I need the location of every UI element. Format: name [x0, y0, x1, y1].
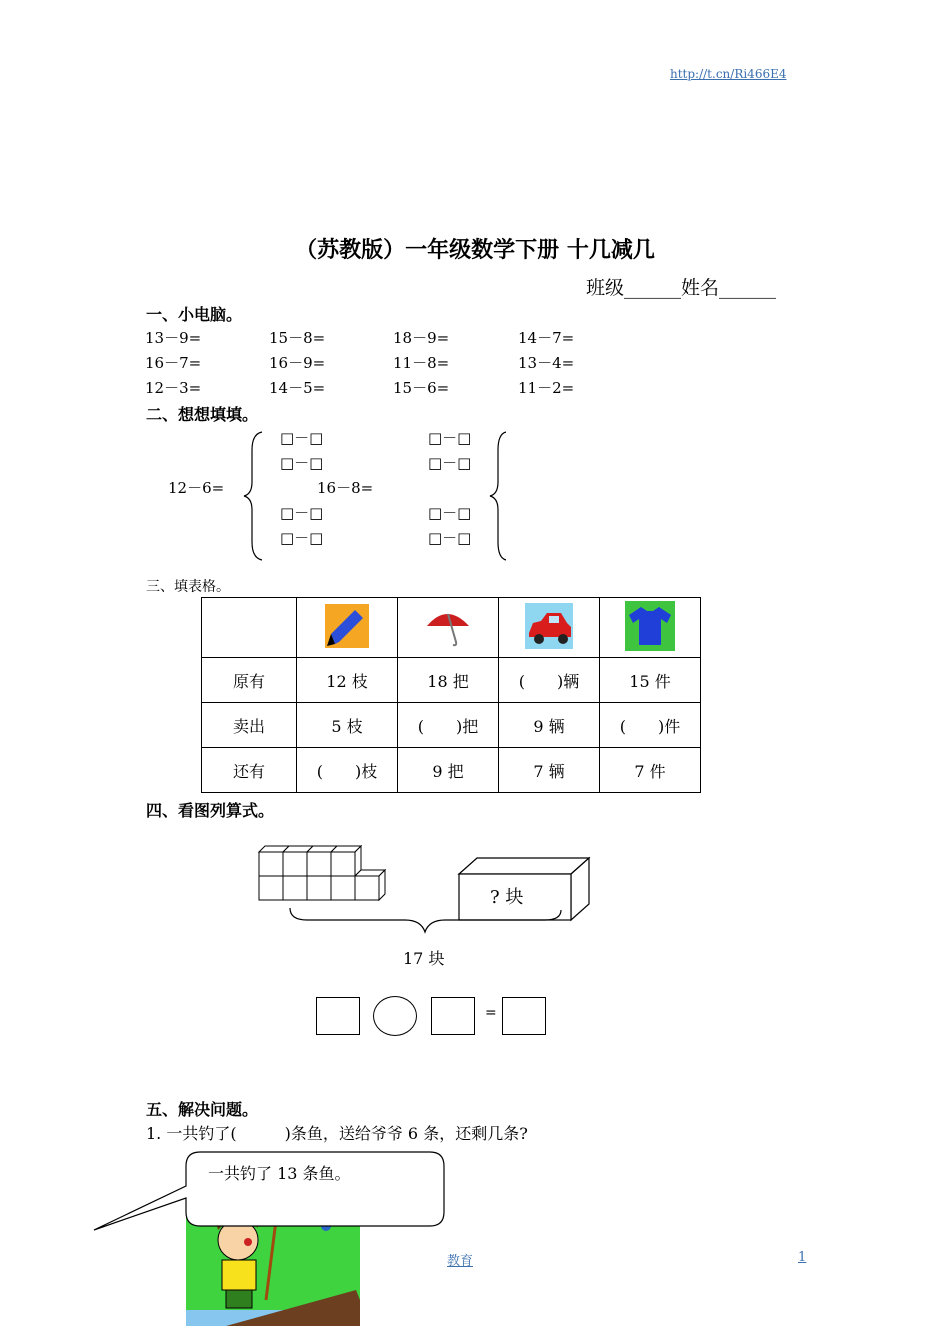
question-1: 1. 一共钓了( )条鱼，送给爷爷 6 条，还剩几条? — [146, 1124, 528, 1143]
table-header-shirt — [600, 598, 701, 658]
table-cell: 7 辆 — [499, 748, 600, 793]
blank-expression[interactable]: □－□ — [280, 429, 324, 447]
equation: 15－8= — [269, 329, 326, 347]
equation: 18－9= — [393, 329, 450, 347]
blank-expression[interactable]: □－□ — [280, 529, 324, 547]
row-label: 原有 — [202, 658, 297, 703]
table-cell[interactable]: ( )辆 — [499, 658, 600, 703]
answer-box[interactable] — [431, 997, 475, 1035]
equation: 11－2= — [518, 379, 575, 397]
table-cell: 7 件 — [600, 748, 701, 793]
blank-expression[interactable]: □－□ — [428, 454, 472, 472]
umbrella-icon — [423, 604, 473, 648]
table-cell[interactable]: ( )把 — [398, 703, 499, 748]
class-name-field: 班级______姓名______ — [586, 277, 777, 299]
section3-title: 三、填表格。 — [146, 579, 230, 595]
blank-expression[interactable]: □－□ — [428, 504, 472, 522]
section4-title: 四、看图列算式。 — [146, 801, 275, 820]
table-cell: 5 枝 — [297, 703, 398, 748]
page-title: （苏教版）一年级数学下册 十几减几 — [295, 237, 655, 263]
equation: 15－6= — [393, 379, 450, 397]
blocks-diagram — [255, 842, 595, 942]
price-table — [201, 597, 701, 793]
shirt-icon — [625, 601, 675, 651]
table-cell: 9 把 — [398, 748, 499, 793]
equation: 16－7= — [145, 354, 202, 372]
unknown-blocks-label: ? 块 — [490, 887, 524, 908]
table-cell[interactable]: ( )枝 — [297, 748, 398, 793]
operator-circle[interactable] — [373, 996, 417, 1036]
table-corner — [202, 598, 297, 658]
answer-box[interactable] — [316, 997, 360, 1035]
table-header-umbrella — [398, 598, 499, 658]
footer-link[interactable]: 教育 — [447, 1254, 474, 1269]
equation: 13－9= — [145, 329, 202, 347]
section2-title: 二、想想填填。 — [146, 405, 259, 424]
table-cell[interactable]: ( )件 — [600, 703, 701, 748]
header-link[interactable]: http://t.cn/Ri466E4 — [670, 67, 787, 81]
page-number: 1 — [798, 1250, 807, 1265]
right-brace — [486, 430, 516, 562]
left-equation: 12－6= — [168, 479, 225, 497]
table-cell: 18 把 — [398, 658, 499, 703]
right-equation: 16－8= — [317, 479, 374, 497]
equation: 14－5= — [269, 379, 326, 397]
blank-expression[interactable]: □－□ — [428, 529, 472, 547]
table-header-pencil — [297, 598, 398, 658]
equation: 16－9= — [269, 354, 326, 372]
row-label: 卖出 — [202, 703, 297, 748]
blank-expression[interactable]: □－□ — [280, 504, 324, 522]
car-icon — [525, 603, 573, 649]
pencil-icon — [325, 604, 369, 648]
equation: 12－3= — [145, 379, 202, 397]
blank-expression[interactable]: □－□ — [280, 454, 324, 472]
total-blocks-label: 17 块 — [403, 949, 445, 968]
answer-box[interactable] — [502, 997, 546, 1035]
section1-title: 一、小电脑。 — [146, 305, 243, 324]
table-cell: 9 辆 — [499, 703, 600, 748]
section5-title: 五、解决问题。 — [146, 1100, 259, 1119]
equation: 14－7= — [518, 329, 575, 347]
table-cell: 15 件 — [600, 658, 701, 703]
equation: 11－8= — [393, 354, 450, 372]
left-brace — [240, 430, 270, 562]
equation: 13－4= — [518, 354, 575, 372]
equals-sign: = — [485, 1005, 497, 1021]
table-header-car — [499, 598, 600, 658]
speech-bubble-text: 一共钓了 13 条鱼。 — [208, 1164, 351, 1183]
table-cell: 12 枝 — [297, 658, 398, 703]
row-label: 还有 — [202, 748, 297, 793]
blank-expression[interactable]: □－□ — [428, 429, 472, 447]
